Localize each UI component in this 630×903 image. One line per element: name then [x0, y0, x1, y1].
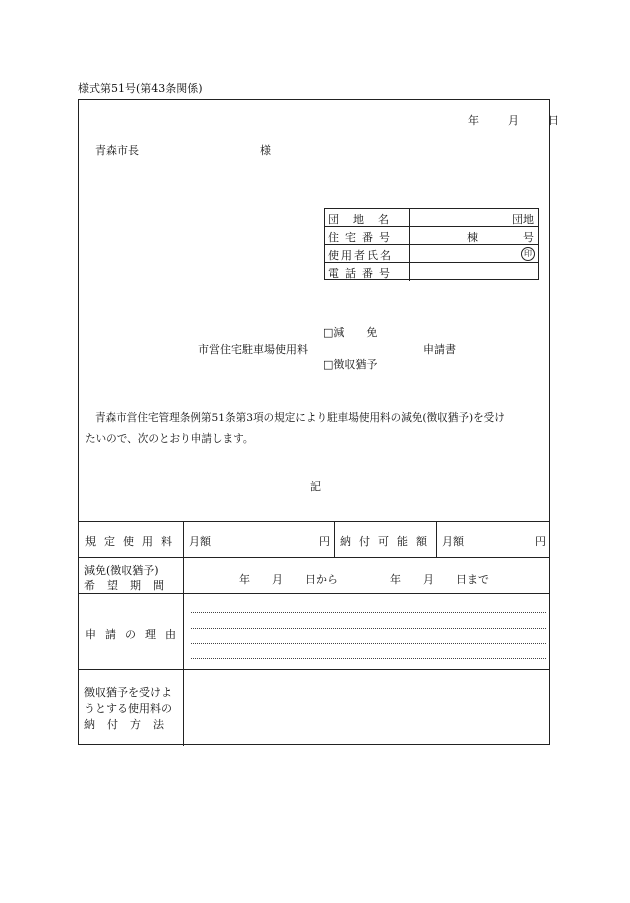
label-period-1: 減免(徴収猶予) — [84, 564, 159, 577]
value-danchi[interactable]: 団地 — [512, 213, 534, 226]
title-right: 申請書 — [423, 343, 456, 356]
value-room[interactable]: 号 — [523, 231, 534, 244]
reason-line-2[interactable] — [191, 628, 546, 629]
label-period-2: 希望期間 — [84, 579, 176, 592]
row-danchi — [325, 209, 538, 227]
body-line-1: 青森市営住宅管理条例第51条第3項の規定により駐車場使用料の減免(徴収猶予)を受け — [95, 412, 505, 424]
fee-unit: 円 — [319, 535, 330, 548]
label-method-2: うとする使用料の — [84, 702, 172, 715]
label-method-3: 納付方法 — [84, 718, 176, 731]
option-deferral[interactable]: □徴収猶予 — [323, 358, 378, 371]
label-fee: 規定使用料 — [85, 535, 180, 548]
payable-unit: 円 — [535, 535, 546, 548]
reason-line-4[interactable] — [191, 658, 546, 659]
reason-line-3[interactable] — [191, 643, 546, 644]
option-reduction[interactable]: □減 免 — [323, 326, 378, 339]
form-number: 様式第51号(第43条関係) — [78, 82, 203, 95]
label-method-1: 徴収猶予を受けよ — [84, 686, 172, 699]
body-line-2: たいので、次のとおり申請します。 — [85, 433, 254, 445]
date-month: 月 — [508, 114, 519, 127]
payable-prefix: 月額 — [442, 535, 464, 548]
row-user-name — [325, 245, 538, 263]
value-building[interactable]: 棟 — [467, 231, 478, 244]
row-house-number — [325, 227, 538, 245]
method-input-area[interactable] — [185, 671, 545, 743]
label-house-number: 住宅番号 — [328, 231, 396, 244]
label-payable: 納付可能額 — [340, 535, 435, 548]
row-phone — [325, 263, 538, 281]
period-from[interactable]: 年 月 日から — [239, 573, 338, 586]
addressee-name: 青森市長 — [95, 144, 139, 157]
date-year: 年 — [468, 114, 479, 127]
label-danchi: 団地名 — [328, 213, 403, 226]
reason-line-1[interactable] — [191, 612, 546, 613]
note-label: 記 — [310, 480, 321, 493]
label-user-name: 使用者氏名 — [328, 249, 393, 262]
date-day: 日 — [548, 114, 559, 127]
fee-prefix: 月額 — [189, 535, 211, 548]
applicant-info-box — [324, 208, 539, 280]
label-reason: 申請の理由 — [85, 628, 185, 641]
label-phone: 電話番号 — [328, 267, 396, 280]
application-form — [78, 99, 559, 745]
seal-icon: 印 — [521, 247, 535, 261]
period-to[interactable]: 年 月 日まで — [390, 573, 489, 586]
title-left: 市営住宅駐車場使用料 — [198, 343, 308, 356]
date-line — [468, 112, 559, 128]
addressee-honorific: 様 — [260, 144, 271, 157]
